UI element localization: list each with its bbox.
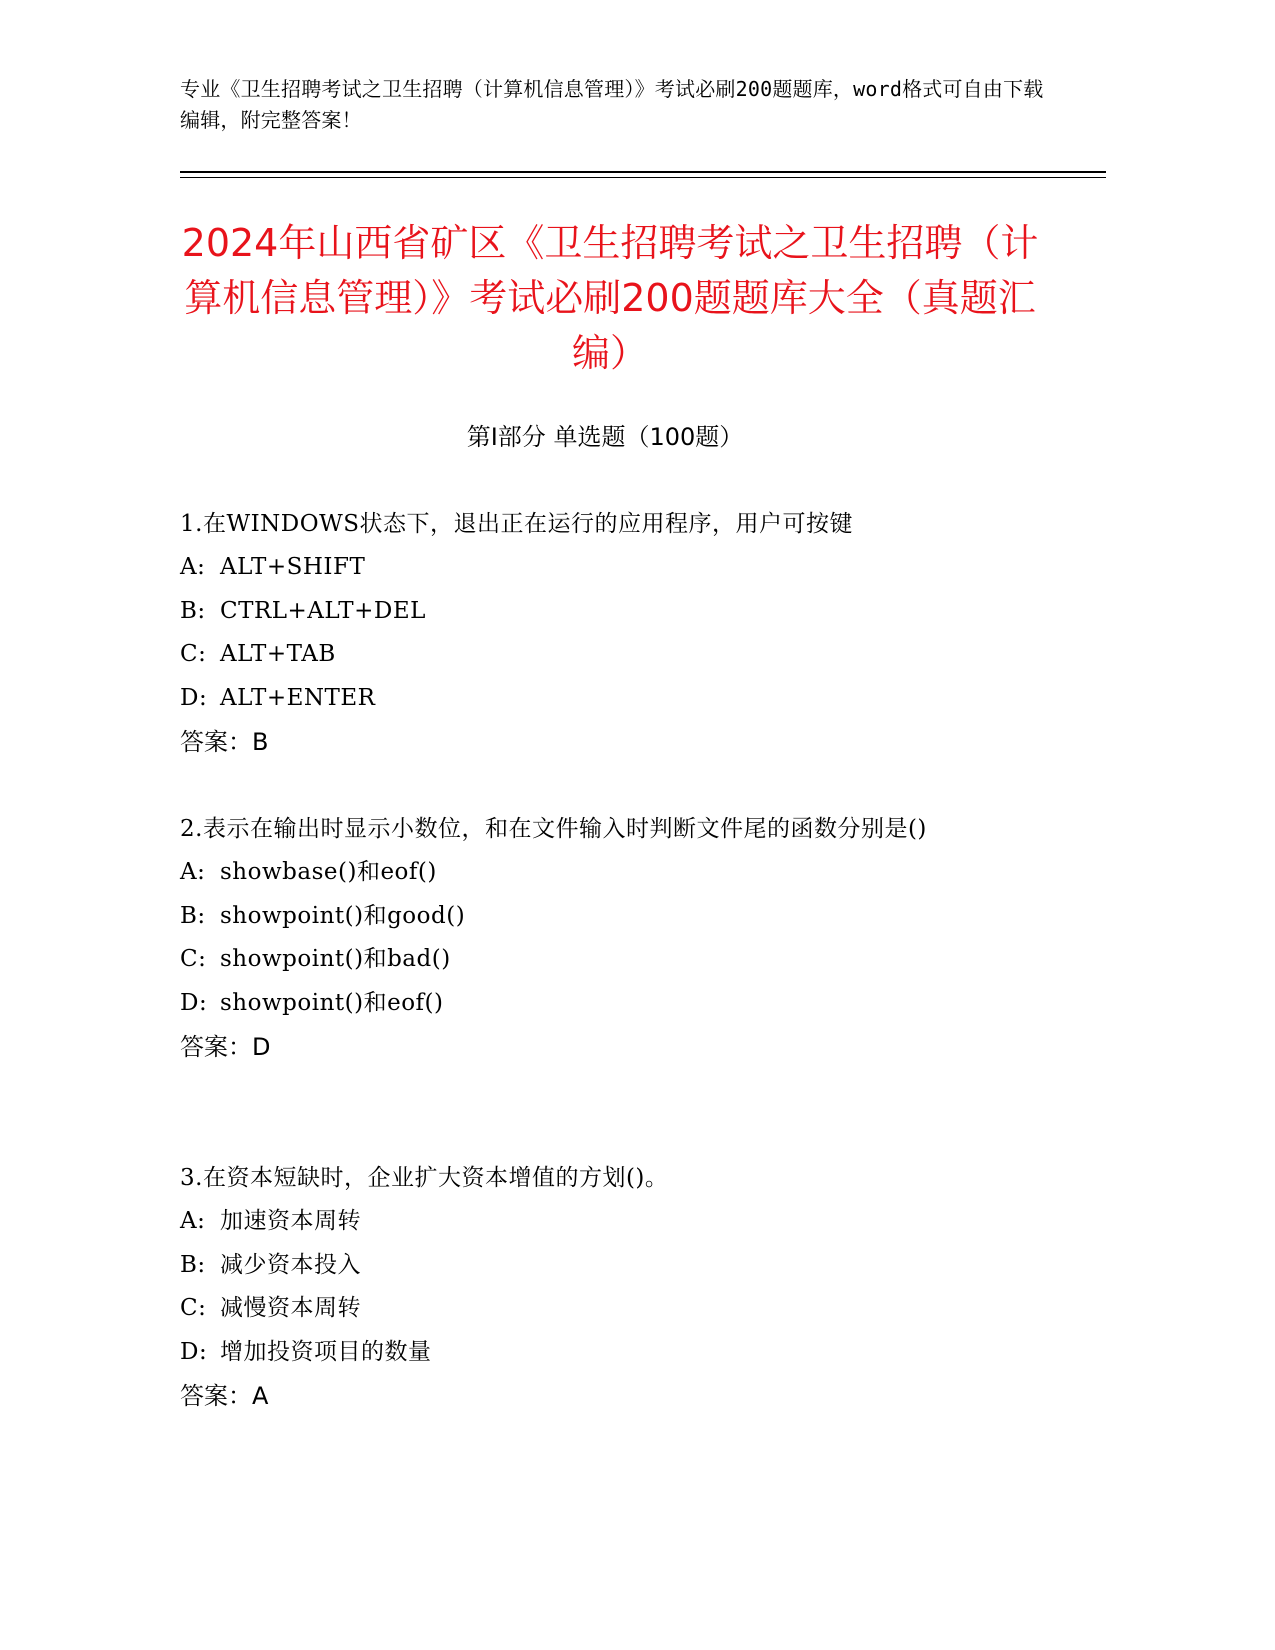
question-1: [180, 503, 1040, 765]
question-stem: 2.表示在输出时显示小数位，和在文件输入时判断文件尾的函数分别是(): [180, 816, 927, 842]
option-a: [180, 546, 1040, 590]
option-text: 增加投资项目的数量: [220, 1338, 432, 1365]
option-key: B:: [180, 1251, 206, 1278]
question-stem: 1.在WINDOWS状态下，退出正在运行的应用程序，用户可按键: [180, 511, 853, 537]
option-b: [180, 1244, 1040, 1288]
option-text: ALT+SHIFT: [220, 554, 366, 580]
header-note: 专业《卫生招聘考试之卫生招聘（计算机信息管理）》考试必刷200题题库，word格式可自由下载编辑，附完整答案！: [180, 77, 1044, 132]
option-c: [180, 1287, 1040, 1331]
option-text: 减少资本投入: [220, 1251, 361, 1278]
answer: 答案：B: [180, 728, 269, 756]
answer: 答案：D: [180, 1033, 271, 1061]
header-rule-thick: [180, 171, 1106, 173]
option-text: ALT+TAB: [220, 641, 336, 667]
section-title: 第Ⅰ部分 单选题（100题）: [466, 423, 744, 451]
option-key: A:: [180, 859, 206, 885]
option-text: 减慢资本周转: [220, 1295, 361, 1321]
option-b: [180, 590, 1040, 634]
option-d: [180, 677, 1040, 721]
option-b: [180, 895, 1040, 939]
option-a: [180, 1200, 1040, 1244]
option-key: D:: [180, 684, 208, 711]
option-text: showpoint()和eof(): [220, 989, 444, 1016]
option-text: CTRL+ALT+DEL: [220, 597, 426, 624]
option-c: [180, 938, 1040, 982]
option-key: B:: [180, 597, 206, 624]
document-title: 2024年山西省矿区《卫生招聘考试之卫生招聘（计算机信息管理）》考试必刷200题题库大全（真题汇编）: [181, 221, 1039, 375]
option-text: showbase()和eof(): [220, 859, 437, 885]
option-text: showpoint()和good(): [220, 902, 466, 929]
option-key: C:: [180, 641, 207, 667]
question-stem: 3.在资本短缺时，企业扩大资本增值的方划()。: [180, 1165, 669, 1191]
header-rule-thin: [180, 177, 1106, 178]
option-text: 加速资本周转: [220, 1208, 361, 1234]
option-c: [180, 633, 1040, 677]
option-d: [180, 982, 1040, 1026]
option-key: D:: [180, 989, 208, 1016]
option-key: B:: [180, 902, 206, 929]
option-key: A:: [180, 554, 206, 580]
option-key: A:: [180, 1208, 206, 1234]
option-key: C:: [180, 1295, 207, 1321]
question-3: [180, 1157, 1040, 1419]
option-text: showpoint()和bad(): [220, 946, 451, 972]
option-key: C:: [180, 946, 207, 972]
question-2: [180, 808, 1040, 1070]
option-a: [180, 851, 1040, 895]
option-key: D:: [180, 1338, 208, 1365]
option-text: ALT+ENTER: [220, 684, 376, 711]
answer: 答案：A: [180, 1382, 269, 1410]
option-d: [180, 1331, 1040, 1375]
